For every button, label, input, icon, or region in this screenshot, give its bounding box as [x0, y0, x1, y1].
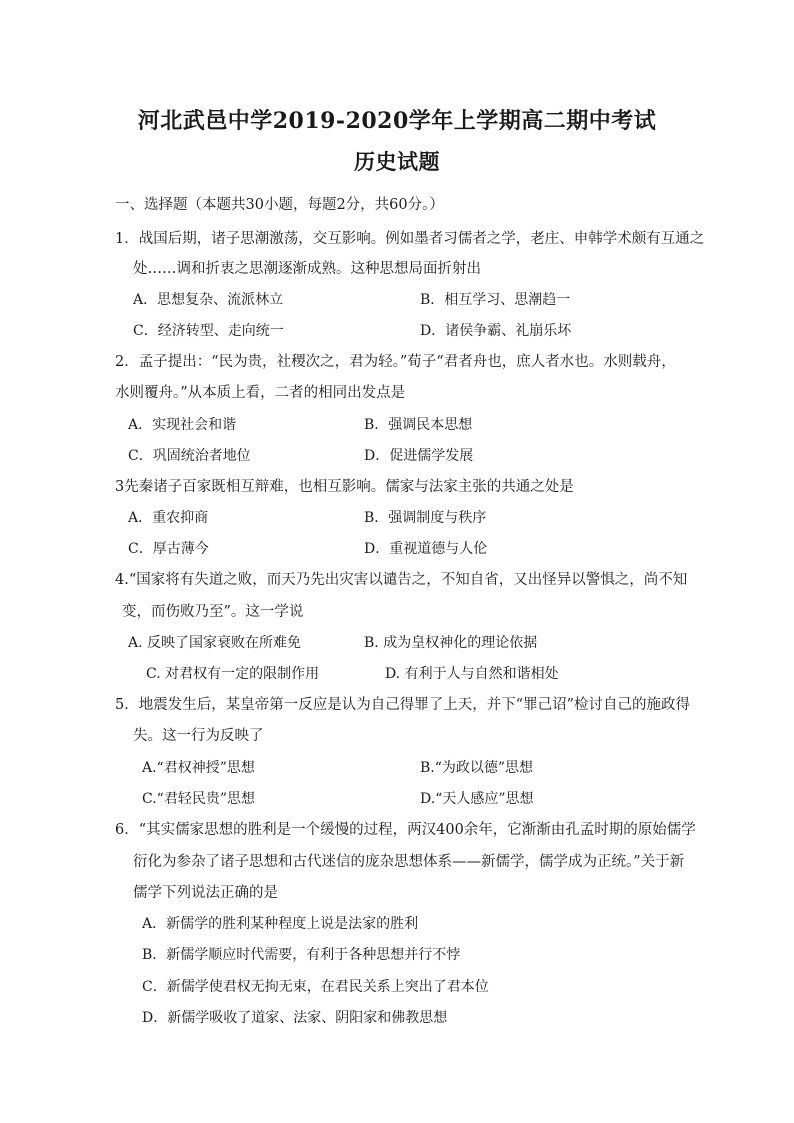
question-5-option-d: D.“天人感应”思想	[420, 791, 534, 807]
question-1-option-d: D．诸侯争霸、礼崩乐坏	[420, 323, 572, 339]
question-6-line-1: 6．“其实儒家思想的胜利是一个缓慢的过程，两汉400余年，它渐渐由孔孟时期的原始儒学	[115, 822, 696, 838]
question-5-line-2: 失。这一行为反映了	[133, 728, 264, 744]
question-2-option-b: B．强调民本思想	[364, 417, 473, 433]
exam-subtitle: 历史试题	[354, 149, 440, 174]
exam-title: 河北武邑中学2019-2020学年上学期高二期中考试	[137, 108, 657, 134]
question-4-option-b: B. 成为皇权神化的理论依据	[364, 635, 538, 651]
question-6-option-b: B．新儒学顺应时代需要，有利于各种思想并行不悖	[142, 947, 461, 963]
question-2-option-d: D．促进儒学发展	[364, 448, 474, 464]
question-1-line-1: 1．战国后期，诸子思潮激荡，交互影响。例如墨者习儒者之学，老庄、申韩学术颇有互通之	[115, 231, 705, 247]
question-4-option-c: C. 对君权有一定的限制作用	[146, 666, 320, 682]
question-1-line-2: 处……调和折衷之思潮逐渐成熟。这种思想局面折射出	[133, 261, 481, 277]
question-4-line-1: 4.“国家将有失道之败，而天乃先出灾害以谴告之，不知自省，又出怪异以警惧之，尚不知	[115, 572, 688, 588]
question-2-line-2: 水则覆舟。”从本质上看，二者的相同出发点是	[115, 385, 406, 401]
question-5-option-c: C.“君轻民贵”思想	[142, 791, 255, 807]
question-5-option-b: B.“为政以德”思想	[420, 760, 534, 776]
question-3-option-b: B．强调制度与秩序	[364, 510, 487, 526]
question-6-line-3: 儒学下列说法正确的是	[133, 885, 278, 901]
question-4-option-a: A. 反映了国家衰败在所难免	[128, 635, 302, 651]
question-4-line-2: 变，而伤败乃至”。这一学说	[122, 604, 304, 620]
question-5-line-1: 5．地震发生后，某皇帝第一反应是认为自己得罪了上天，并下“罪己诏”检讨自己的施政得	[115, 697, 691, 713]
question-6-option-d: D．新儒学吸收了道家、法家、阴阳家和佛教思想	[142, 1010, 448, 1026]
question-1-option-c: C．经济转型、走向统一	[133, 323, 284, 339]
question-2-line-1: 2．孟子提出：“民为贵，社稷次之，君为轻。”荀子“君者舟也，庶人者水也。水则载舟，	[115, 354, 676, 370]
question-5-option-a: A.“君权神授”思想	[142, 760, 255, 776]
question-6-line-2: 衍化为参杂了诸子思想和古代迷信的庞杂思想体系——新儒学，儒学成为正统。”关于新	[133, 854, 685, 870]
question-3-option-d: D．重视道德与人伦	[364, 541, 488, 557]
question-1-option-b: B．相互学习、思潮趋一	[420, 292, 571, 308]
question-6-option-c: C．新儒学使君权无拘无束，在君民关系上突出了君本位	[142, 979, 489, 995]
question-6-option-a: A．新儒学的胜利某种程度上说是法家的胜利	[142, 916, 419, 932]
question-3-option-c: C．厚古薄今	[128, 541, 209, 557]
question-1-option-a: A．思想复杂、流派林立	[133, 292, 284, 308]
question-2-option-c: C．巩固统治者地位	[128, 448, 251, 464]
question-3-option-a: A．重农抑商	[128, 510, 209, 526]
question-4-option-d: D. 有利于人与自然和谐相处	[385, 666, 559, 682]
section-heading: 一、选择题（本题共30小题，每题2分，共60分。）	[115, 197, 444, 213]
question-3-line-1: 3先秦诸子百家既相互辩难，也相互影响。儒家与法家主张的共通之处是	[115, 479, 574, 495]
question-2-option-a: A．实现社会和谐	[128, 417, 237, 433]
